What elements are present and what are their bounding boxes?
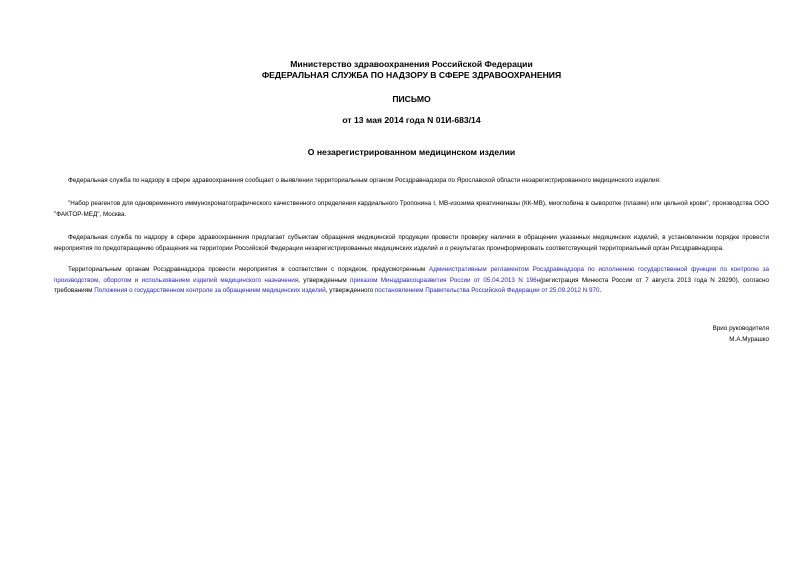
paragraph-2-text: "Набор реагентов для одновременного иммунохроматографического качественного определения кардиального Тропонина I, МВ-изозима креатинкиназы (КК-МВ), миоглобина в сыворотке (плазме) или цельной крови", производства ООО "ФАКТОР-МЕД", Москва. — [54, 200, 769, 218]
paragraph-4-text-c: (регистрация Минюста России от 7 августа 2013 года N 29290), согласно требованиям — [54, 276, 769, 294]
paragraph-4 — [54, 265, 769, 297]
document-subject: О незарегистрированном медицинском изделии — [307, 147, 516, 157]
document-header — [54, 0, 769, 158]
service-name: ФЕДЕРАЛЬНАЯ СЛУЖБА ПО НАДЗОРУ В СФЕРЕ ЗДРАВООХРАНЕНИЯ — [261, 69, 562, 80]
paragraph-4-text-b: , утвержденным — [298, 276, 351, 284]
ministry-name: Министерство здравоохранения Российской Федерации — [290, 59, 533, 69]
paragraph-3 — [54, 233, 769, 254]
link-order-196n[interactable]: приказом Минздравсоцразвития России от 05.04.2013 N 196н — [350, 276, 541, 284]
paragraph-1-text: Федеральная служба по надзору в сфере здравоохранения сообщает о выявлении территориальным органом Росздравнадзора по Ярославской области незарегистрированного медицинского изделия: — [68, 176, 661, 184]
link-control-regulation[interactable]: Положения о государственном контроле за обращением медицинских изделий — [94, 287, 326, 294]
link-government-decree-970[interactable]: постановлением Правительства Российской Федерации от 25.09.2012 N 970 — [374, 287, 600, 294]
paragraph-1 — [54, 176, 769, 187]
signature-block — [713, 324, 769, 345]
document-date-number: от 13 мая 2014 года N 01И-683/14 — [342, 114, 481, 125]
paragraph-4-text-e: . — [599, 287, 602, 294]
document-type: ПИСЬМО — [392, 94, 431, 104]
paragraph-3-text: Федеральная служба по надзору в сфере здравоохранения предлагает субъектам обращения медицинской продукции провести проверку наличия в обращении указанных медицинских изделий, в установленном порядке провести мероприятия по предотвращению обращения на территории Российской Федерации незарегистрированных медицинских изделий и о результатах проинформировать соответствующий территориальный орган Росздравнадзора. — [54, 234, 769, 252]
document-body — [54, 176, 769, 297]
signatory-position: Врио руководителя — [712, 325, 769, 332]
paragraph-4-text-a: Территориальным органам Росздравнадзора провести мероприятия в соответствии с порядком, предусмотренным — [68, 266, 430, 273]
paragraph-2 — [54, 199, 769, 220]
paragraph-4-text-d: , утвержденного — [325, 287, 375, 294]
link-admin-regulation[interactable]: Административным регламентом Росздравнадзора по исполнению государственной функции по контролю за производством, оборотом и использованием изделий медицинского назначения — [54, 266, 770, 284]
signatory-name: М.А.Мурашко — [729, 335, 769, 343]
